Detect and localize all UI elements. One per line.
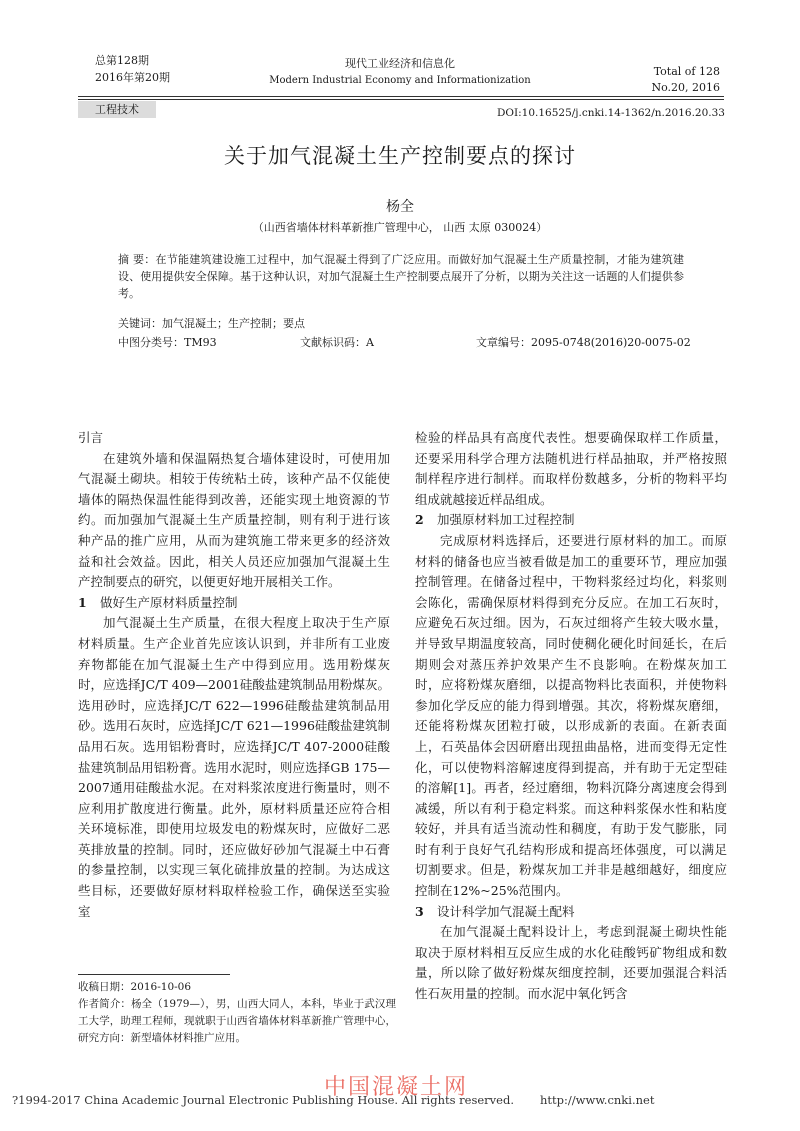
- section-3-title: 设计科学加气混凝土配料: [437, 903, 575, 919]
- section-2-heading: [415, 510, 727, 531]
- author-name: 杨全: [386, 199, 414, 215]
- issue-year-cn: 2016年第20期: [95, 71, 170, 84]
- clc-number: 中图分类号：TM93: [118, 336, 217, 349]
- article-title: 关于加气混凝土生产控制要点的探讨: [224, 144, 576, 168]
- issue-info-cn: [95, 52, 170, 86]
- left-column: [78, 428, 390, 922]
- footnote: [78, 979, 396, 1047]
- right-column: [415, 428, 727, 1005]
- abstract: 摘 要：在节能建筑建设施工过程中，加气混凝土得到了广泛应用。而做好加气混凝土生产质量控制，才能为建筑建设、使用提供安全保障。基于这种认识，对加气混凝土生产控制要点展开了分析，以期为关注这一话题的人们提供参考。: [118, 253, 684, 300]
- issue-total-cn: 总第128期: [95, 54, 149, 67]
- copyright-notice: ?1994-2017 China Academic Journal Electronic Publishing House. All rights reserved.: [12, 1093, 514, 1107]
- document-code: 文献标识码：A: [300, 336, 374, 349]
- issue-number-en: No.20, 2016: [651, 81, 720, 94]
- section-1-heading: [78, 593, 390, 614]
- article-number: 文章编号：2095-0748(2016)20-0075-02: [476, 336, 691, 349]
- section-2-title: 加强原材料加工过程控制: [437, 512, 575, 528]
- section-3-number: 3: [415, 903, 424, 919]
- section-3-paragraph: 在加气混凝土配料设计上，考虑到混凝土砌块性能取决于原材料相互反应生成的水化硅酸钙矿物组成和数量，所以除了做好粉煤灰细度控制，还要加强混合料活性石灰用量的控制。而水泥中氧化钙含: [415, 924, 727, 1002]
- intro-paragraph: 在建筑外墙和保温隔热复合墙体建设时，可使用加气混凝土砌块。相较于传统粘土砖，该种产品不仅能使墙体的隔热保温性能得到改善，还能实现土地资源的节约。而加强加气混凝土生产质量控制，则有利于进行该种产品的推广应用，从而为建筑施工带来更多的经济效益和社会效益。因此，相关人员还应加强加气混凝土生产控制要点的研究，以便更好地开展相关工作。: [78, 450, 390, 590]
- continued-paragraph: 检验的样品具有高度代表性。想要确保取样工作质量，还要采用科学合理方法随机进行样品抽取，并严格按照制样程序进行制样。而取样份数越多，分析的物料平均组成就越接近样品组成。: [415, 430, 727, 507]
- intro-heading: 引言: [78, 430, 104, 445]
- journal-name-cn: 现代工业经济和信息化: [345, 57, 455, 70]
- header-rule-bottom: [78, 99, 724, 100]
- issue-info-en: [620, 64, 720, 96]
- journal-name-en: Modern Industrial Economy and Informationization: [269, 75, 531, 86]
- section-3-heading: [415, 902, 727, 923]
- section-1-title: 做好生产原材料质量控制: [100, 594, 238, 610]
- doi: DOI:10.16525/j.cnki.14-1362/n.2016.20.33: [496, 107, 725, 119]
- watermark-logo: 中国混凝土网: [324, 1075, 469, 1100]
- header-rule-top: [78, 96, 724, 97]
- section-2-number: 2: [415, 512, 424, 528]
- received-date: 收稿日期：2016-10-06: [78, 981, 192, 993]
- author-affiliation: （山西省墙体材料革新推广管理中心， 山西 太原 030024）: [252, 221, 548, 234]
- website-link[interactable]: http://www.cnki.net: [540, 1093, 655, 1107]
- section-1-paragraph: 加气混凝土生产质量，在很大程度上取决于生产原材料质量。生产企业首先应该认识到，并非所有工业废弃物都能在加气混凝土生产中得到应用。选用粉煤灰时，应选择JC/T 409—2001硅酸盐建筑制品用粉煤灰。选用砂时，应选择JC/T 622—1996硅酸盐建筑制品用砂。选用石灰时，应选择JC/T 621—1996硅酸盐建筑制品用石灰。选用铝粉膏时，应选择JC/T 407-2000硅酸盐建筑制品用铝粉膏。选用水泥时，则应选择GB 175—2007通用硅酸盐水泥。在对料浆浓度进行衡量时，则不应利用扩散度进行衡量。此外，原材料质量还应符合相关环境标准，即使用垃圾发电的粉煤灰时，应做好二恶英排放量的控制。同时，还应做好砂加气混凝土中石膏的参量控制，以实现三氧化硫排放量的控制。为达成这些目标，还要做好原材料取样检验工作，确保送至实验室: [78, 615, 390, 919]
- column-tag: 工程技术: [78, 101, 156, 118]
- issue-total-en: Total of 128: [653, 65, 720, 78]
- section-1-number: 1: [78, 594, 87, 610]
- journal-name: [250, 55, 550, 89]
- keywords: 关键词：加气混凝土；生产控制；要点: [118, 317, 305, 330]
- author-bio: 作者简介：杨全（1979—），男，山西大同人，本科，毕业于武汉理工大学，助理工程师，现就职于山西省墙体材料革新推广管理中心，研究方向：新型墙体材料推广应用。: [78, 998, 396, 1044]
- section-2-paragraph: 完成原材料选择后，还要进行原材料的加工。而原材料的储备也应当被看做是加工的重要环节，理应加强控制管理。在储备过程中，干物料浆经过均化，料浆则会陈化，需确保原材料得到充分反应。在加工石灰时，应避免石灰过细。因为，石灰过细将产生较大吸水量，并导致早期温度较高，同时使稠化硬化时间延长，在后期则会对蒸压养护效果产生不良影响。在粉煤灰加工时，应将粉煤灰磨细，以提高物料比表面积，并使物料参加化学反应的能力得到增强。其次，将粉煤灰磨细，还能将粉煤灰团粒打破，以形成新的表面。在新表面上，石英晶体会因研磨出现扭曲晶格，进而变得无定性化，可以使物料溶解速度得到提高，并有助于无定型硅的溶解[1]。再者，经过磨细，物料沉降分离速度会得到减缓，所以有利于稳定料浆。而这种料浆保水性和粘度较好，并具有适当流动性和稠度，有助于发气膨胀，同时有利于良好气孔结构形成和提高坯体强度，可以满足切割要求。但是，粉煤灰加工并非是越细越好，细度应控制在12%~25%范围内。: [415, 532, 727, 899]
- footnote-rule: [78, 974, 230, 975]
